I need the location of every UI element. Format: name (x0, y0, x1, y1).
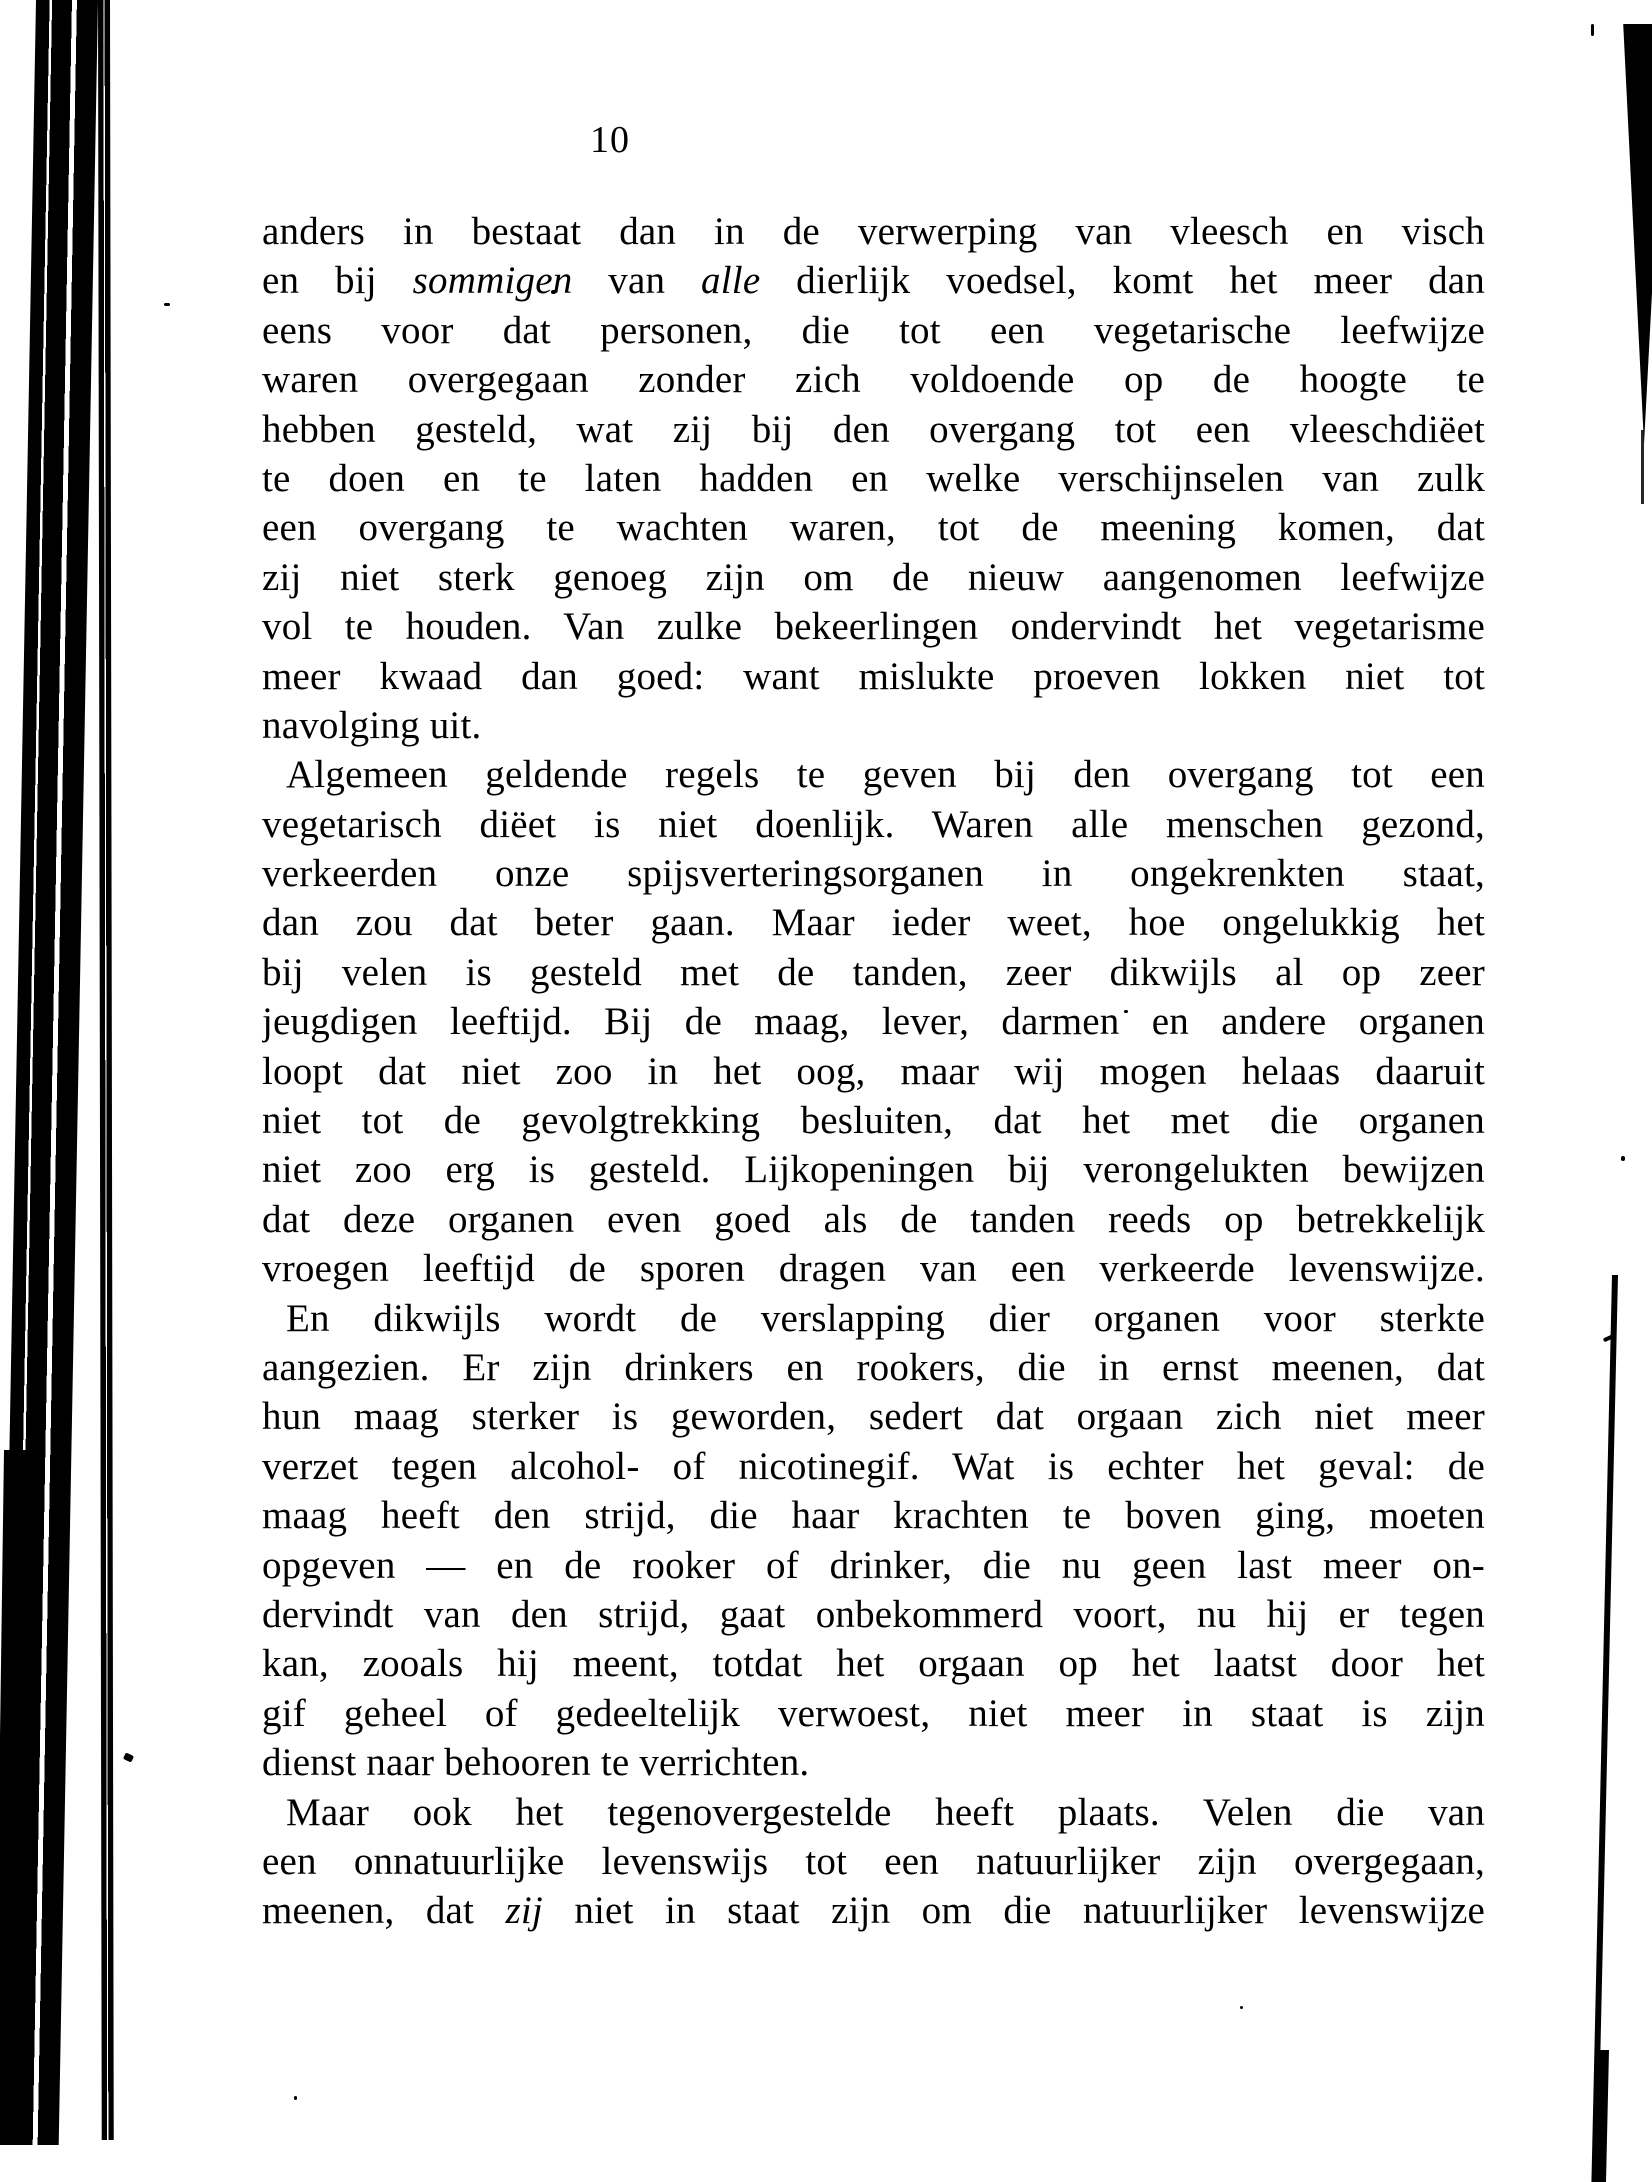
text-line (262, 553, 1485, 602)
text-segment: vroegen leeftijd de sporen dragen van een verkeerde levenswijze. (262, 1247, 1485, 1291)
text-line (262, 1886, 1485, 1935)
text-segment: anders in bestaat dan in de verwerping van vleesch en visch (262, 210, 1485, 253)
page-number: 10 (590, 119, 630, 161)
page-edge-shadow-top-right (1620, 24, 1652, 444)
text-segment: en bij (262, 259, 413, 303)
text-line (262, 1689, 1485, 1738)
text-line (262, 1096, 1485, 1145)
text-line (262, 849, 1485, 898)
text-segment: een overgang te wachten waren, tot de meening komen, dat (262, 506, 1485, 550)
text-segment: loopt dat niet zoo in het oog, maar wij mogen helaas daaruit (262, 1049, 1485, 1093)
text-segment: meenen, dat (262, 1889, 506, 1933)
text-line (262, 256, 1485, 305)
text-segment: gif geheel of gedeeltelijk verwoest, niet meer in staat is zijn (262, 1691, 1485, 1735)
text-line (262, 1442, 1485, 1491)
text-line (262, 1343, 1485, 1392)
italic-text-segment: zij (505, 1889, 543, 1933)
text-line (262, 503, 1485, 552)
ink-speck (164, 303, 170, 306)
text-line (262, 997, 1485, 1046)
ink-speck (1591, 24, 1594, 36)
text-segment: vegetarisch diëet is niet doenlijk. Waren alle menschen gezond, (262, 802, 1485, 846)
text-line (262, 1788, 1485, 1837)
text-segment: dat deze organen even goed als de tanden reeds op betrekkelijk (262, 1197, 1485, 1241)
text-line (262, 1047, 1485, 1096)
ink-speck (294, 2096, 297, 2100)
text-segment: dervindt van den strijd, gaat onbekommerd voort, nu hij er tegen (262, 1592, 1485, 1636)
text-segment: een onnatuurlijke levenswijs tot een natuurlijker zijn overgegaan, (262, 1839, 1485, 1883)
text-segment: van (572, 259, 702, 303)
text-line (262, 1392, 1485, 1441)
text-segment: eens voor dat personen, die tot een vegetarische leefwijze (262, 308, 1485, 352)
text-line (262, 1294, 1485, 1343)
page-edge-shadow-tail (1641, 430, 1644, 504)
text-segment: verzet tegen alcohol- of nicotinegif. Wat is echter het geval: de (262, 1444, 1485, 1488)
text-line (262, 1491, 1485, 1540)
text-line (262, 1738, 1485, 1787)
text-segment: niet in staat zijn om die natuurlijker levenswijze (542, 1889, 1485, 1933)
text-segment: dierlijk voedsel, komt het meer dan (760, 259, 1485, 303)
text-line (262, 1541, 1485, 1590)
text-line (262, 454, 1485, 503)
page-edge-shadow-bottom-right-thick (1595, 2050, 1609, 2182)
text-segment: kan, zooals hij meent, totdat het orgaan op het laatst door het (262, 1642, 1485, 1686)
text-segment: meer kwaad dan goed: want mislukte proeven lokken niet tot (262, 654, 1485, 698)
text-segment: jeugdigen leeftijd. Bij de maag, lever, darmen en andere organen (262, 1000, 1485, 1044)
text-segment: dienst naar behooren te verrichten. (262, 1741, 810, 1785)
text-line (262, 948, 1485, 997)
text-line (262, 1145, 1485, 1194)
text-segment: te doen en te laten hadden en welke verschijnselen van zulk (262, 456, 1485, 500)
page-edge-shadow-bottom-right (1591, 1275, 1618, 2182)
text-segment: navolging uit. (262, 703, 482, 747)
italic-text-segment: alle (701, 259, 761, 303)
text-line (262, 405, 1485, 454)
text-segment: zij niet sterk genoeg zijn om de nieuw aangenomen leefwijze (262, 555, 1485, 599)
text-segment: waren overgegaan zonder zich voldoende op de hoogte te (262, 358, 1485, 402)
italic-text-segment: sommigen (412, 259, 573, 303)
text-line (262, 355, 1485, 404)
text-line (262, 800, 1485, 849)
binding-shadow (0, 0, 140, 2145)
text-segment: opgeven — en de rooker of drinker, die nu geen last meer on- (262, 1543, 1485, 1587)
text-segment: Maar ook het tegenovergestelde heeft plaats. Velen die van (286, 1790, 1485, 1834)
text-segment: hun maag sterker is geworden, sedert dat orgaan zich niet meer (262, 1395, 1485, 1439)
text-segment: verkeerden onze spijsverteringsorganen in ongekrenkten staat, (262, 852, 1485, 896)
text-line (262, 652, 1485, 701)
text-line (262, 1195, 1485, 1244)
text-segment: Algemeen geldende regels te geven bij den overgang tot een (286, 753, 1485, 797)
text-segment: niet zoo erg is gesteld. Lijkopeningen bij verongelukten bewijzen (262, 1148, 1485, 1192)
text-line (262, 306, 1485, 355)
text-line (262, 1590, 1485, 1639)
ink-speck (1240, 2006, 1243, 2009)
text-segment: bij velen is gesteld met de tanden, zeer dikwijls al op zeer (262, 950, 1485, 994)
binding-shadow-stripe (98, 0, 114, 2140)
text-segment: aangezien. Er zijn drinkers en rookers, die in ernst meenen, dat (262, 1345, 1485, 1389)
text-segment: dan zou dat beter gaan. Maar ieder weet, hoe ongelukkig het (262, 901, 1485, 945)
text-segment: maag heeft den strijd, die haar krachten te boven ging, moeten (262, 1494, 1485, 1538)
text-segment: hebben gesteld, wat zij bij den overgang tot een vleeschdiëet (262, 407, 1485, 451)
text-line (262, 898, 1485, 947)
text-line (262, 701, 1485, 750)
text-line (262, 750, 1485, 799)
ink-speck (1621, 1156, 1625, 1161)
text-line (262, 1639, 1485, 1688)
text-segment: vol te houden. Van zulke bekeerlingen ondervindt het vegetarisme (262, 605, 1485, 649)
text-segment: niet tot de gevolgtrekking besluiten, dat het met die organen (262, 1099, 1485, 1143)
body-text (262, 207, 1485, 1936)
text-segment: En dikwijls wordt de verslapping dier organen voor sterkte (286, 1296, 1485, 1340)
text-line (262, 602, 1485, 651)
text-line (262, 1837, 1485, 1886)
text-line (262, 1244, 1485, 1293)
text-line (262, 207, 1485, 256)
